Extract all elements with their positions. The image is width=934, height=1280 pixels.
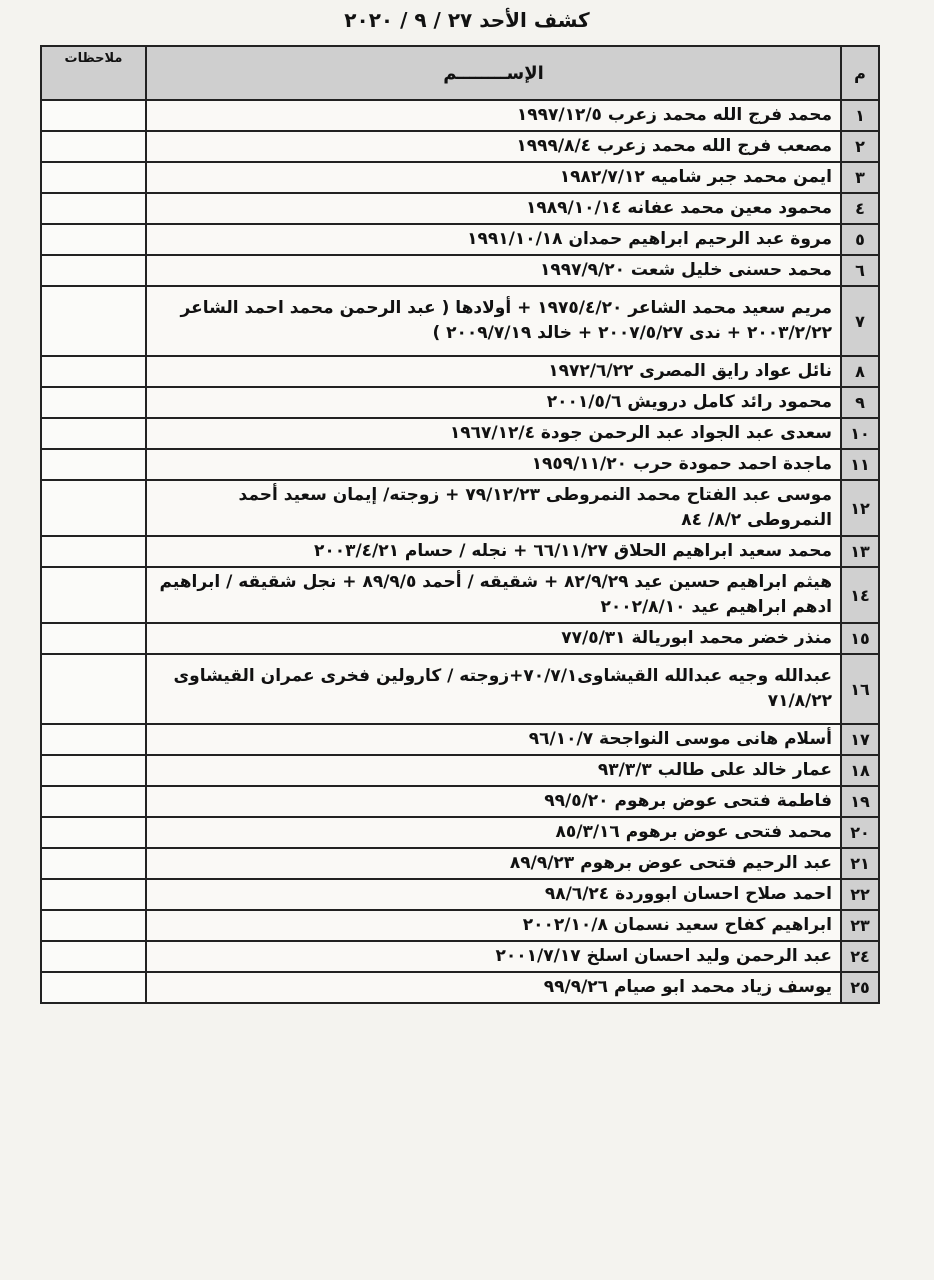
table-row [41,941,879,972]
row-number: ٨ [841,356,879,387]
table-row [41,567,879,623]
row-number: ٢ [841,131,879,162]
row-notes [41,848,146,879]
table-row [41,755,879,786]
row-number: ١٩ [841,786,879,817]
table-row [41,162,879,193]
row-number: ٥ [841,224,879,255]
document-title: كشف الأحد ٢٧ / ٩ / ٢٠٢٠ [344,8,590,32]
table-row [41,910,879,941]
row-notes [41,817,146,848]
row-name: محمد فتحى عوض برهوم ٨٥/٣/١٦ [146,817,841,848]
row-name: عبدالله وجيه عبدالله القيشاوى٧٠/٧/١+زوجته / كارولين فخرى عمران القيشاوى ٧١/٨/٢٢ [146,654,841,724]
row-name: محمد حسنى خليل شعت ١٩٩٧/٩/٢٠ [146,255,841,286]
row-notes [41,387,146,418]
row-number: ٤ [841,193,879,224]
row-number: ٢٥ [841,972,879,1003]
row-notes [41,193,146,224]
row-name: يوسف زياد محمد ابو صيام ٩٩/٩/٢٦ [146,972,841,1003]
row-notes [41,567,146,623]
row-name: سعدى عبد الجواد عبد الرحمن جودة ١٩٦٧/١٢/٤ [146,418,841,449]
row-name: أسلام هانى موسى النواجحة ٩٦/١٠/٧ [146,724,841,755]
row-name: احمد صلاح احسان ابووردة ٩٨/٦/٢٤ [146,879,841,910]
row-name: نائل عواد رايق المصرى ١٩٧٢/٦/٢٢ [146,356,841,387]
row-notes [41,972,146,1003]
row-name: هيثم ابراهيم حسين عيد ٨٢/٩/٢٩ + شقيقه / أحمد ٨٩/٩/٥ + نجل شقيقه / ابراهيم ادهم ابراهيم عيد ٢٠٠٢/٨/١٠ [146,567,841,623]
table-row [41,786,879,817]
row-notes [41,755,146,786]
row-notes [41,879,146,910]
row-number: ٧ [841,286,879,356]
table-row [41,536,879,567]
row-number: ٢٤ [841,941,879,972]
row-number: ١٨ [841,755,879,786]
table-row [41,286,879,356]
row-number: ٣ [841,162,879,193]
table-row [41,449,879,480]
row-notes [41,536,146,567]
table-row [41,654,879,724]
row-notes [41,255,146,286]
row-name: موسى عبد الفتاح محمد النمروطى ٧٩/١٢/٢٣ + زوجته/ إيمان سعيد أحمد النمروطى ٨/٢/ ٨٤ [146,480,841,536]
table-row [41,848,879,879]
row-name: محمد فرج الله محمد زعرب ١٩٩٧/١٢/٥ [146,100,841,131]
row-notes [41,941,146,972]
row-name: محمود معين محمد عفانه ١٩٨٩/١٠/١٤ [146,193,841,224]
row-notes [41,623,146,654]
table-row [41,193,879,224]
row-number: ١٧ [841,724,879,755]
row-number: ١٠ [841,418,879,449]
row-name: مريم سعيد محمد الشاعر ١٩٧٥/٤/٢٠ + أولادها ( عبد الرحمن محمد احمد الشاعر ٢٠٠٣/٢/٢٢ + ندى ٢٠٠٧/٥/٢٧ + خالد ٢٠٠٩/٧/١٩ ) [146,286,841,356]
row-name: عبد الرحيم فتحى عوض برهوم ٨٩/٩/٢٣ [146,848,841,879]
table-row [41,972,879,1003]
row-notes [41,654,146,724]
row-notes [41,449,146,480]
row-number: ١٦ [841,654,879,724]
table-row [41,100,879,131]
row-notes [41,480,146,536]
row-name: عمار خالد على طالب ٩٣/٣/٣ [146,755,841,786]
header-number: م [841,46,879,100]
table-row [41,387,879,418]
row-number: ٦ [841,255,879,286]
row-number: ٢٣ [841,910,879,941]
row-notes [41,356,146,387]
table-row [41,131,879,162]
table-row [41,879,879,910]
row-name: محمد سعيد ابراهيم الحلاق ٦٦/١١/٢٧ + نجله / حسام ٢٠٠٣/٤/٢١ [146,536,841,567]
row-number: ١٢ [841,480,879,536]
table-row [41,623,879,654]
names-table [40,45,880,1004]
row-notes [41,131,146,162]
row-name: منذر خضر محمد ابوريالة ٧٧/٥/٣١ [146,623,841,654]
row-name: فاطمة فتحى عوض برهوم ٩٩/٥/٢٠ [146,786,841,817]
row-number: ١٤ [841,567,879,623]
row-number: ٢٠ [841,817,879,848]
row-name: مصعب فرج الله محمد زعرب ١٩٩٩/٨/٤ [146,131,841,162]
row-notes [41,786,146,817]
table-header-row [41,46,879,100]
table-row [41,255,879,286]
row-notes [41,100,146,131]
row-number: ٢١ [841,848,879,879]
row-number: ١٣ [841,536,879,567]
row-name: مروة عبد الرحيم ابراهيم حمدان ١٩٩١/١٠/١٨ [146,224,841,255]
row-name: عبد الرحمن وليد احسان اسلخ ٢٠٠١/٧/١٧ [146,941,841,972]
table-row [41,480,879,536]
row-number: ١٥ [841,623,879,654]
row-notes [41,910,146,941]
row-number: ١ [841,100,879,131]
row-name: محمود رائد كامل درويش ٢٠٠١/٥/٦ [146,387,841,418]
row-notes [41,224,146,255]
row-notes [41,418,146,449]
row-number: ١١ [841,449,879,480]
table-row [41,224,879,255]
row-name: ايمن محمد جبر شاميه ١٩٨٢/٧/١٢ [146,162,841,193]
table-row [41,418,879,449]
row-notes [41,286,146,356]
table-row [41,817,879,848]
table-row [41,356,879,387]
row-name: ماجدة احمد حمودة حرب ١٩٥٩/١١/٢٠ [146,449,841,480]
row-number: ٩ [841,387,879,418]
row-number: ٢٢ [841,879,879,910]
row-name: ابراهيم كفاح سعيد نسمان ٢٠٠٢/١٠/٨ [146,910,841,941]
row-notes [41,724,146,755]
header-notes: ملاحظات [41,46,146,100]
header-name: الإســــــــم [146,46,841,100]
row-notes [41,162,146,193]
table-row [41,724,879,755]
